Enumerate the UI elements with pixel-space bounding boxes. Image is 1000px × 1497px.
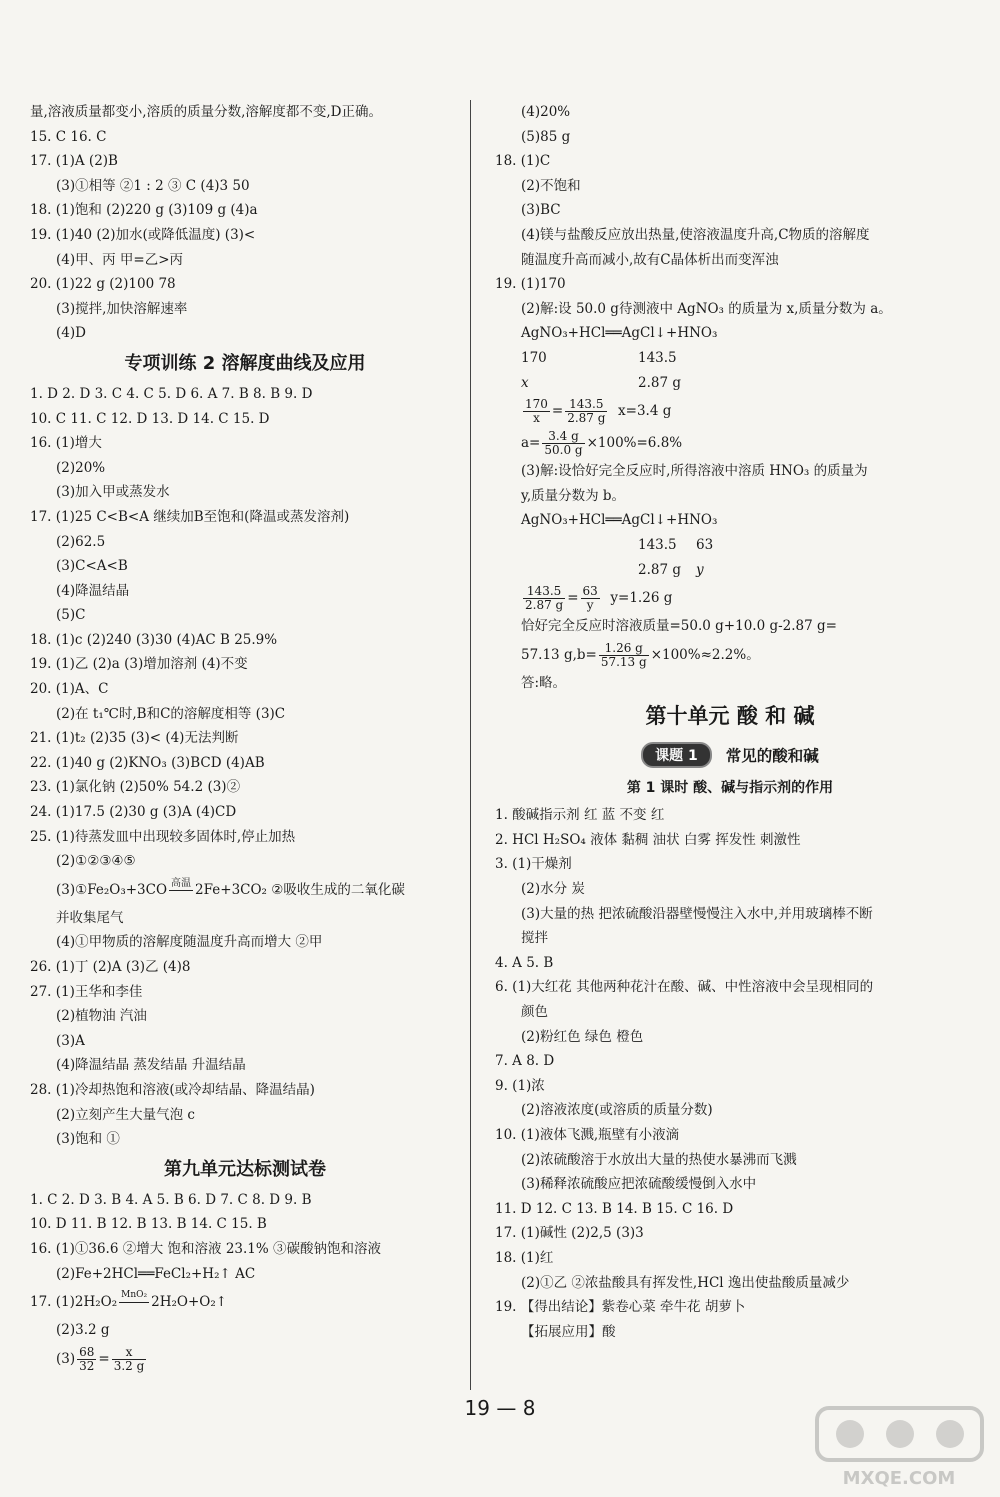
ratio-value: 170 — [521, 349, 547, 366]
answer-line: (4)20% — [521, 104, 571, 120]
answer-line: 6. (1)大红花 其他两种花汁在酸、碱、中性溶液中会呈现相同的 — [495, 979, 874, 996]
answer-line: (2)在 t₁℃时,B和C的溶解度相等 (3)C — [56, 705, 286, 722]
denominator: 50.0 g — [544, 443, 583, 458]
answer-line: 21. (1)t₂ (2)35 (3)< (4)无法判断 — [30, 730, 239, 747]
answer-line: 19. (1)40 (2)加水(或降低温度) (3)< — [30, 226, 256, 243]
unit-heading: 第十单元 酸 和 碱 — [645, 704, 815, 729]
answer-line: 【拓展应用】酸 — [521, 1323, 616, 1340]
answer-line: 19. (1)乙 (2)a (3)增加溶剂 (4)不变 — [30, 656, 248, 673]
answer-line: (3)大量的热 把浓硫酸沿器壁慢慢注入水中,并用玻璃棒不断 — [521, 905, 873, 922]
fraction-line: $\frac{143.5}{2.87 g}$ = $\frac{63}{y}$ y=1.26 g — [525, 584, 673, 613]
ratio-value: 63 — [696, 536, 714, 553]
reaction-condition — [169, 877, 193, 904]
answer-line: 10. C 11. C 12. D 13. D 14. C 15. D — [30, 410, 270, 427]
fraction-line — [495, 427, 965, 459]
answer-line: 9. (1)浓 — [495, 1077, 545, 1094]
equation-text: a= — [521, 435, 541, 452]
answer-line: 7. A 8. D — [495, 1053, 555, 1070]
answer-line: (5)C — [56, 607, 86, 624]
answer-line: (4)降温结晶 蒸发结晶 升温结晶 — [56, 1057, 246, 1074]
answer-line: (3)饱和 ① — [56, 1131, 120, 1148]
denominator: 3.2 g — [113, 1358, 145, 1373]
answer-line: (2)Fe+2HCl══FeCl₂+H₂↑ AC — [56, 1265, 256, 1282]
answer-line: (2)植物油 汽油 — [56, 1008, 147, 1025]
equation-text: (3) — [56, 1350, 76, 1367]
answer-line: 16. (1)①36.6 ②增大 饱和溶液 23.1% ③碳酸钠饱和溶液 — [30, 1240, 381, 1257]
denominator: x — [533, 411, 540, 426]
answer-line: (4)甲、丙 甲=乙>丙 — [56, 251, 184, 268]
equation-line — [30, 1286, 460, 1318]
equation-text: 57.13 g,b= — [521, 646, 597, 663]
answer-line: 1. C 2. D 3. B 4. A 5. B 6. D 7. C 8. D 9. B — [30, 1191, 312, 1208]
page-number: 19 — 8 — [464, 1396, 536, 1420]
answer-line: 4. A 5. B — [495, 954, 554, 971]
answer-line: (5)85 g — [521, 128, 571, 145]
answer-line: (3)A — [56, 1032, 85, 1049]
left-column — [30, 100, 460, 1375]
answer-line: (3)①相等 ②1 : 2 ③ C (4)3 50 — [56, 177, 250, 194]
watermark-logo — [812, 1400, 987, 1490]
period-heading: 第 1 课时 酸、碱与指示剂的作用 — [626, 780, 834, 797]
answer-line: 17. (1)碱性 (2)2,5 (3)3 — [495, 1225, 644, 1242]
fraction — [542, 430, 584, 457]
ratio-value: 143.5 — [638, 536, 677, 553]
denominator: 57.13 g — [600, 654, 647, 669]
answer-line: (4)降温结晶 — [56, 582, 130, 599]
answer-line: 1. D 2. D 3. C 4. C 5. D 6. A 7. B 8. B 9. D — [30, 385, 313, 402]
answer-line: (4)D — [56, 325, 86, 342]
answer-line: 1. 酸碱指示剂 红 蓝 不变 红 — [495, 807, 665, 824]
fraction — [523, 398, 550, 425]
answer-line: (2)浓硫酸溶于水放出大量的热使水暴沸而飞溅 — [521, 1151, 797, 1168]
answer-line: 10. D 11. B 12. B 13. B 14. C 15. B — [30, 1216, 267, 1233]
answer-line: 27. (1)王华和李佳 — [30, 983, 143, 1000]
fraction — [112, 1346, 147, 1373]
answer-line: 28. (1)冷却热饱和溶液(或冷却结晶、降温结晶) — [30, 1081, 315, 1098]
fraction-line: $\frac{170}{x}$ = $\frac{143.5}{2.87 g}$ x=3.4 g — [525, 397, 672, 426]
answer-line: (3)搅拌,加快溶解速率 — [56, 300, 188, 317]
numerator: 63 — [582, 584, 598, 599]
watermark-text: MXQE.COM — [842, 1468, 956, 1489]
ratio-value: 2.87 g — [638, 561, 681, 578]
equation-text: 2Fe+3CO₂ ②吸收生成的二氧化碳 — [195, 881, 405, 898]
answer-line: 量,溶液质量都变小,溶质的质量分数,溶解度都不变,D正确。 — [30, 104, 382, 120]
answer-line: 17. (1)A (2)B — [30, 153, 118, 170]
fraction-line — [30, 1343, 460, 1375]
equation-text: y=1.26 g — [610, 590, 673, 607]
answer-line: (2)立刻产生大量气泡 c — [56, 1106, 195, 1123]
column-divider — [470, 100, 471, 1390]
answer-line: 19. 【得出结论】紫卷心菜 牵牛花 胡萝卜 — [495, 1299, 746, 1316]
fraction — [523, 585, 565, 612]
answer-line: y,质量分数为 b。 — [521, 487, 626, 504]
fraction — [599, 642, 649, 669]
right-column — [495, 100, 965, 1344]
answer-line: 18. (1)c (2)240 (3)30 (4)AC B 25.9% — [30, 631, 278, 648]
answer-line: 10. (1)液体飞溅,瓶壁有小液滴 — [495, 1127, 680, 1143]
ratio-value: y — [696, 561, 704, 578]
condition-label: 高温 — [171, 877, 192, 889]
equals-sign: = — [98, 1350, 110, 1367]
answer-line: (2)水分 炭 — [521, 881, 585, 898]
equation-text: x=3.4 g — [618, 403, 672, 420]
answer-line: (2)溶液浓度(或溶质的质量分数) — [521, 1102, 713, 1119]
lesson-title: 常见的酸和碱 — [725, 747, 819, 766]
answer-line: 3. (1)干燥剂 — [495, 856, 572, 873]
answer-line: 颜色 — [521, 1004, 548, 1021]
mass-ratio-line — [495, 533, 965, 558]
answer-line: 20. (1)A、C — [30, 681, 109, 698]
answer-line: (3)解:设恰好完全反应时,所得溶液中溶质 HNO₃ 的质量为 — [521, 463, 868, 480]
answer-line: (2)①乙 ②浓盐酸具有挥发性,HCl 逸出使盐酸质量减少 — [521, 1274, 850, 1291]
answer-line: (2)3.2 g — [56, 1322, 110, 1339]
answer-line: 22. (1)40 g (2)KNO₃ (3)BCD (4)AB — [30, 754, 265, 771]
mass-ratio-line — [495, 558, 965, 583]
answer-line: 恰好完全反应时溶液质量=50.0 g+10.0 g-2.87 g= — [521, 618, 837, 635]
denominator: y — [586, 598, 594, 613]
numerator: 1.26 g — [599, 642, 649, 656]
section-heading-special-training: 专项训练 2 溶解度曲线及应用 — [124, 352, 366, 374]
fraction — [77, 1346, 96, 1373]
equation-text: ×100%=6.8% — [586, 435, 683, 452]
fraction-line — [495, 639, 965, 671]
fraction — [565, 398, 607, 425]
answer-line: (2)粉红色 绿色 橙色 — [521, 1028, 644, 1045]
equation-line: AgNO₃+HCl══AgCl↓+HNO₃ — [521, 512, 718, 529]
condition-label: MnO₂ — [119, 1289, 149, 1303]
mass-ratio-line — [495, 346, 965, 371]
denominator: 2.87 g — [567, 411, 606, 426]
answer-line: 18. (1)C — [495, 153, 551, 170]
answer-line: 15. C 16. C — [30, 128, 107, 145]
answer-line: (4)①甲物质的溶解度随温度升高而增大 ②甲 — [56, 934, 323, 951]
answer-line: 20. (1)22 g (2)100 78 — [30, 276, 176, 293]
equation-text: 2H₂O+O₂↑ — [151, 1294, 228, 1311]
answer-line: 25. (1)待蒸发皿中出现较多固体时,停止加热 — [30, 828, 296, 845]
equation-text: ×100%≈2.2%。 — [650, 646, 760, 663]
answer-line: (2)解:设 50.0 g待测液中 AgNO₃ 的质量为 x,质量分数为 a。 — [521, 300, 892, 317]
answer-line: 23. (1)氯化钠 (2)50% 54.2 (3)② — [30, 779, 241, 796]
reaction-condition — [119, 1289, 149, 1316]
answer-line: (4)镁与盐酸反应放出热量,使溶液温度升高,C物质的溶解度 — [521, 226, 870, 243]
lesson-badge: 课题 1 — [641, 742, 712, 768]
answer-line: (3)稀释浓硫酸应把浓硫酸缓慢倒入水中 — [521, 1176, 757, 1193]
ratio-value: x — [521, 374, 529, 391]
numerator: 143.5 — [565, 398, 607, 412]
answer-line: 搅拌 — [521, 930, 548, 947]
answer-line: 2. HCl H₂SO₄ 液体 黏稠 油状 白雾 挥发性 刺激性 — [495, 831, 801, 848]
answer-line: (3)BC — [521, 202, 561, 219]
numerator: 170 — [525, 397, 548, 412]
answer-line: (2)62.5 — [56, 533, 106, 550]
section-heading-unit9-test: 第九单元达标测试卷 — [164, 1158, 326, 1180]
equation-text: 17. (1)2H₂O₂ — [30, 1294, 118, 1311]
answer-line: 18. (1)饱和 (2)220 g (3)109 g (4)a — [30, 202, 258, 219]
equation-line: AgNO₃+HCl══AgCl↓+HNO₃ — [521, 325, 718, 342]
equation-line — [30, 874, 460, 906]
answer-line: 18. (1)红 — [495, 1249, 554, 1266]
answer-line: 17. (1)25 C<B<A 继续加B至饱和(降温或蒸发溶剂) — [30, 508, 350, 525]
fraction — [581, 585, 600, 612]
answer-line: 19. (1)170 — [495, 276, 566, 293]
numerator: 68 — [79, 1344, 95, 1359]
answer-line: (2)20% — [56, 459, 106, 476]
ratio-value: 143.5 — [638, 349, 677, 366]
lesson-heading — [495, 737, 965, 773]
numerator: 3.4 g — [542, 430, 584, 444]
answer-line: (3)加入甲或蒸发水 — [56, 484, 170, 501]
numerator: 143.5 — [523, 585, 565, 599]
answer-line: 并收集尾气 — [56, 909, 124, 926]
answer-line: 11. D 12. C 13. B 14. B 15. C 16. D — [495, 1200, 734, 1217]
answer-line: (2)①②③④⑤ — [56, 853, 136, 870]
numerator: x — [112, 1346, 147, 1360]
mass-ratio-line — [495, 371, 965, 396]
answer-line: 16. (1)增大 — [30, 435, 102, 452]
answer-line: 24. (1)17.5 (2)30 g (3)A (4)CD — [30, 804, 237, 821]
answer-line: 答:略。 — [521, 674, 567, 691]
answer-line: 26. (1)丁 (2)A (3)乙 (4)8 — [30, 959, 191, 975]
answer-line: (2)不饱和 — [521, 177, 581, 194]
ratio-value: 2.87 g — [638, 374, 681, 391]
answer-line: (3)C<A<B — [56, 558, 128, 575]
answer-line: 随温度升高而减小,故有C晶体析出而变浑浊 — [521, 251, 779, 268]
equation-text: (3)①Fe₂O₃+3CO — [56, 881, 168, 898]
denominator: 32 — [79, 1358, 95, 1373]
denominator: 2.87 g — [525, 598, 564, 613]
